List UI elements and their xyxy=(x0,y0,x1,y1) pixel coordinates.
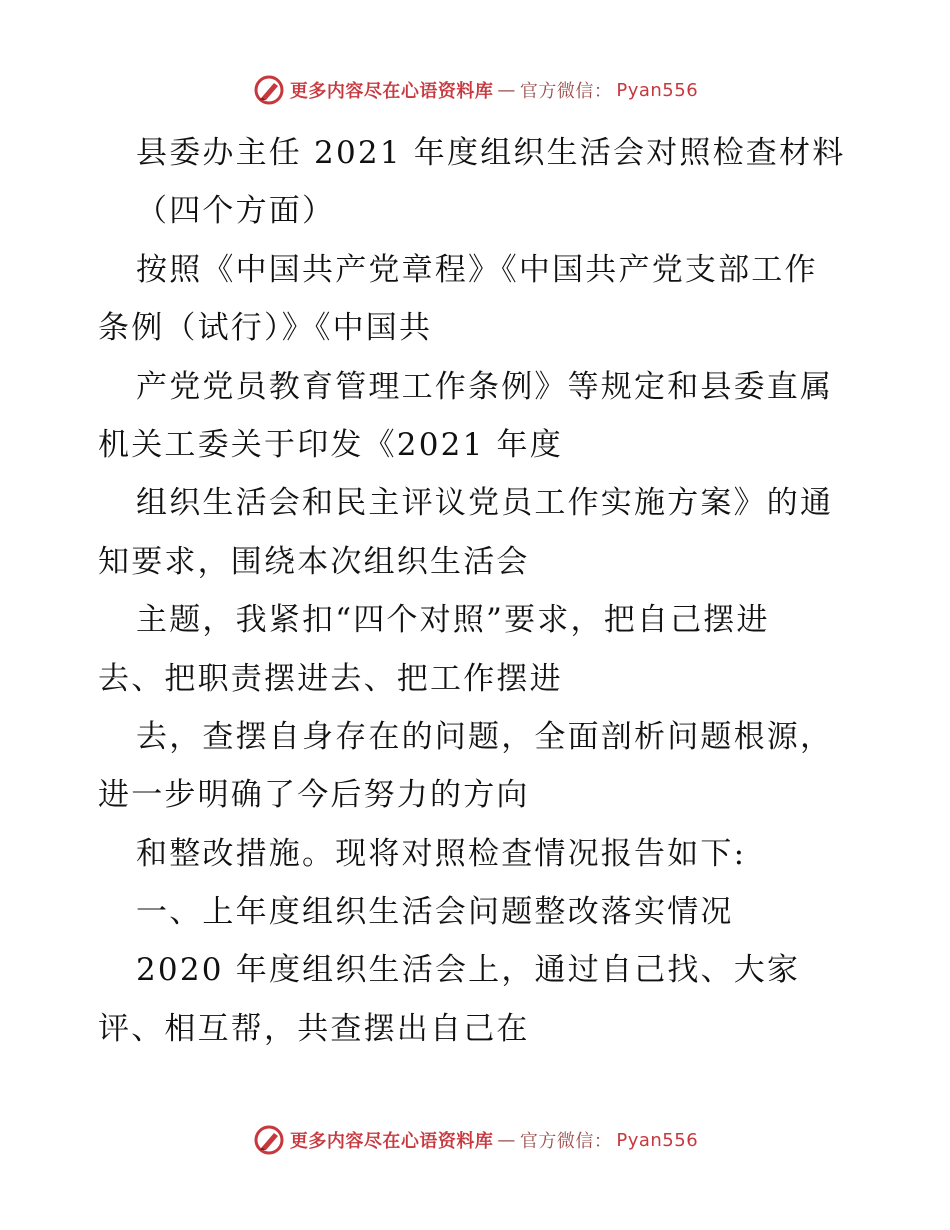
text-line: 去、把职责摆进去、把工作摆进 xyxy=(98,660,563,697)
text-line: 按照《中国共产党章程》《中国共产党支部工作 xyxy=(136,251,818,288)
document-body xyxy=(98,124,858,1058)
footer-banner xyxy=(0,1120,950,1160)
banner-wechat-label: 官方微信： xyxy=(519,1131,613,1152)
header-banner xyxy=(0,70,950,110)
banner-wechat-id: Pyan556 xyxy=(616,1129,699,1151)
text-line: 组织生活会和民主评议党员工作实施方案》的通 xyxy=(136,485,834,522)
pen-logo-icon xyxy=(252,73,286,107)
banner-main-text: 更多内容尽在心语资料库 xyxy=(289,1131,494,1152)
text-line: （四个方面） xyxy=(136,193,336,230)
pen-logo-icon xyxy=(252,1123,286,1157)
text-line: 去，查摆自身存在的问题，全面剖析问题根源， xyxy=(136,718,834,755)
text-line: 和整改措施。现将对照检查情况报告如下: xyxy=(136,835,747,872)
banner-wechat-id: Pyan556 xyxy=(616,79,699,101)
text-line: 主题，我紧扣“四个对照”要求，把自己摆进 xyxy=(136,602,770,639)
text-line: 2020 年度组织生活会上，通过自己找、大家 xyxy=(136,952,801,989)
banner-dash: — xyxy=(497,1129,516,1151)
banner-wechat-label: 官方微信： xyxy=(519,81,613,102)
text-line: 知要求，围绕本次组织生活会 xyxy=(98,543,530,580)
text-line: 评、相互帮，共查摆出自己在 xyxy=(98,1010,530,1047)
text-line: 产党党员教育管理工作条例》等规定和县委直属 xyxy=(136,368,834,405)
banner-main-text: 更多内容尽在心语资料库 xyxy=(289,81,494,102)
banner-dash: — xyxy=(497,79,516,101)
text-line: 机关工委关于印发《2021 年度 xyxy=(98,426,563,463)
text-line: 进一步明确了今后努力的方向 xyxy=(98,777,530,814)
text-line: 县委办主任 2021 年度组织生活会对照检查材料 xyxy=(136,135,846,171)
text-line: 一、上年度组织生活会问题整改落实情况 xyxy=(136,894,734,931)
text-line: 条例（试行）》《中国共 xyxy=(98,310,433,347)
